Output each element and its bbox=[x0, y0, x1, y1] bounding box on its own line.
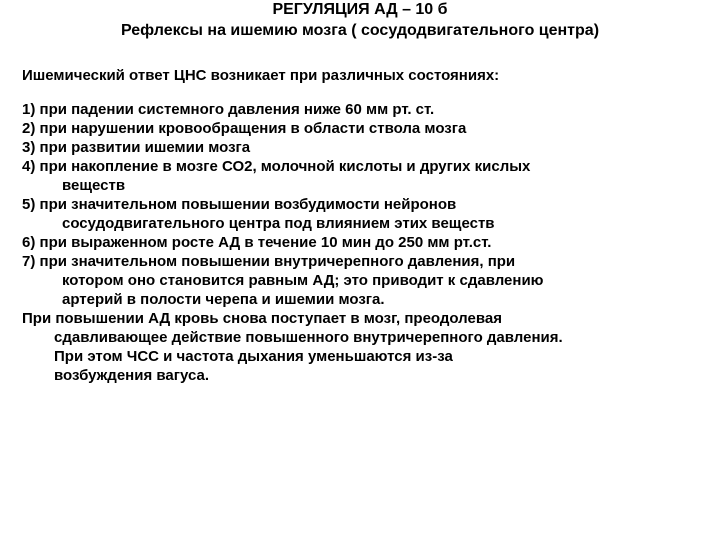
list-item-3: 3) при развитии ишемии мозга bbox=[22, 139, 251, 156]
list-item-4: 4) при накопление в мозге СО2, молочной кислоты и других кислых bbox=[22, 158, 531, 175]
list-item-1: 1) при падении системного давления ниже 60 мм рт. ст. bbox=[22, 101, 435, 118]
list-item-7: 7) при значительном повышении внутричерепного давления, при bbox=[22, 253, 516, 270]
slide-body bbox=[22, 66, 712, 385]
conclusion-line-2: сдавливающее действие повышенного внутричерепного давления. bbox=[54, 329, 563, 346]
intro-paragraph: Ишемический ответ ЦНС возникает при различных состояниях: bbox=[22, 67, 500, 84]
list-item-2: 2) при нарушении кровообращения в области ствола мозга bbox=[22, 120, 467, 137]
list-item-4-continuation: веществ bbox=[62, 177, 126, 194]
list-item-7-continuation-2: артерий в полости черепа и ишемии мозга. bbox=[62, 291, 385, 308]
slide-title: РЕГУЛЯЦИЯ АД – 10 б bbox=[272, 1, 448, 18]
conclusion-line-3: При этом ЧСС и частота дыхания уменьшаются из-за bbox=[54, 348, 453, 365]
conclusion-line-4: возбуждения вагуса. bbox=[54, 367, 209, 384]
list-item-6: 6) при выраженном росте АД в течение 10 мин до 250 мм рт.ст. bbox=[22, 234, 492, 251]
list-item-5-continuation: сосудодвигательного центра под влиянием этих веществ bbox=[62, 215, 495, 232]
conclusion-line-1: При повышении АД кровь снова поступает в мозг, преодолевая bbox=[22, 310, 502, 327]
list-item-5: 5) при значительном повышении возбудимости нейронов bbox=[22, 196, 457, 213]
slide-subtitle: Рефлексы на ишемию мозга ( сосудодвигательного центра) bbox=[120, 22, 600, 39]
list-item-7-continuation-1: котором оно становится равным АД; это приводит к сдавлению bbox=[62, 272, 544, 289]
